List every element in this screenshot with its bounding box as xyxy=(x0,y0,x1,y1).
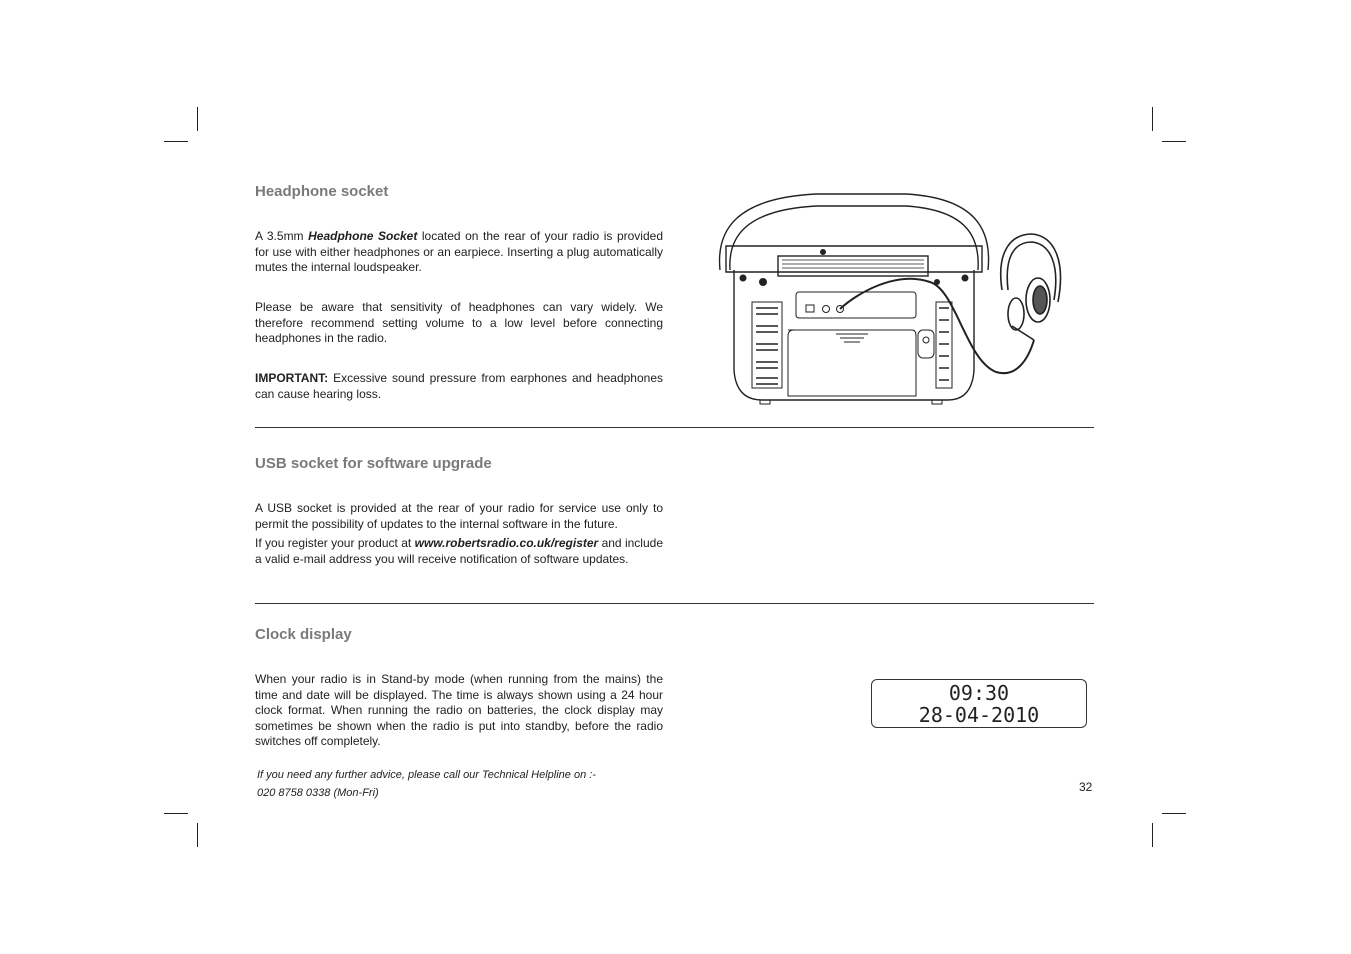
headphone-paragraph-2: Please be aware that sensitivity of headphones can vary widely. We therefore recommend setting volume to a low level before connecting headphones in the radio. xyxy=(255,300,663,345)
crop-mark xyxy=(164,813,188,814)
headphone-paragraph-important: IMPORTANT: Excessive sound pressure from earphones and headphones can cause hearing loss. xyxy=(255,371,663,401)
radio-headphones-illustration xyxy=(716,190,1068,406)
crop-mark xyxy=(1152,107,1153,131)
register-url: www.robertsradio.co.uk/register xyxy=(414,536,599,550)
headphone-paragraph-1: A 3.5mm Headphone Socket located on the rear of your radio is provided for use with either headphones or an earpiece. Inserting a plug automatically mutes the internal loudspeaker. xyxy=(255,229,663,274)
section-heading-usb: USB socket for software upgrade xyxy=(255,455,492,472)
page-number: 32 xyxy=(1079,780,1093,794)
usb-paragraph-1: A USB socket is provided at the rear of your radio for service use only to permit the possibility of updates to the internal software in the future. xyxy=(255,501,663,531)
section-heading-headphone: Headphone socket xyxy=(255,183,389,200)
section-heading-clock: Clock display xyxy=(255,626,352,643)
section-divider xyxy=(255,603,1094,604)
lcd-time: 09:30 xyxy=(948,681,1010,705)
crop-mark xyxy=(1152,823,1153,847)
lcd-date: 28-04-2010 xyxy=(918,703,1040,727)
crop-mark xyxy=(1162,813,1186,814)
crop-mark xyxy=(197,823,198,847)
clock-paragraph-1: When your radio is in Stand-by mode (when running from the mains) the time and date will be displayed. The time is always shown using a 24 hour clock format. When running the radio on batteries, the clock display may sometimes be shown when the radio is put into standby, before the radio switches off completely. xyxy=(255,672,663,748)
important-label: IMPORTANT: xyxy=(255,371,329,385)
headphone-socket-term: Headphone Socket xyxy=(308,229,418,243)
lcd-clock-display xyxy=(871,679,1087,728)
crop-mark xyxy=(164,141,188,142)
crop-mark xyxy=(1162,141,1186,142)
crop-mark xyxy=(197,107,198,131)
footer-helpline-number: 020 8758 0338 (Mon-Fri) xyxy=(257,787,379,799)
footer-helpline-text: If you need any further advice, please call our Technical Helpline on :- xyxy=(257,769,596,781)
section-divider xyxy=(255,427,1094,428)
usb-paragraph-2: If you register your product at www.robertsradio.co.uk/register and include a valid e-mail address you will receive notification of software updates. xyxy=(255,536,663,566)
